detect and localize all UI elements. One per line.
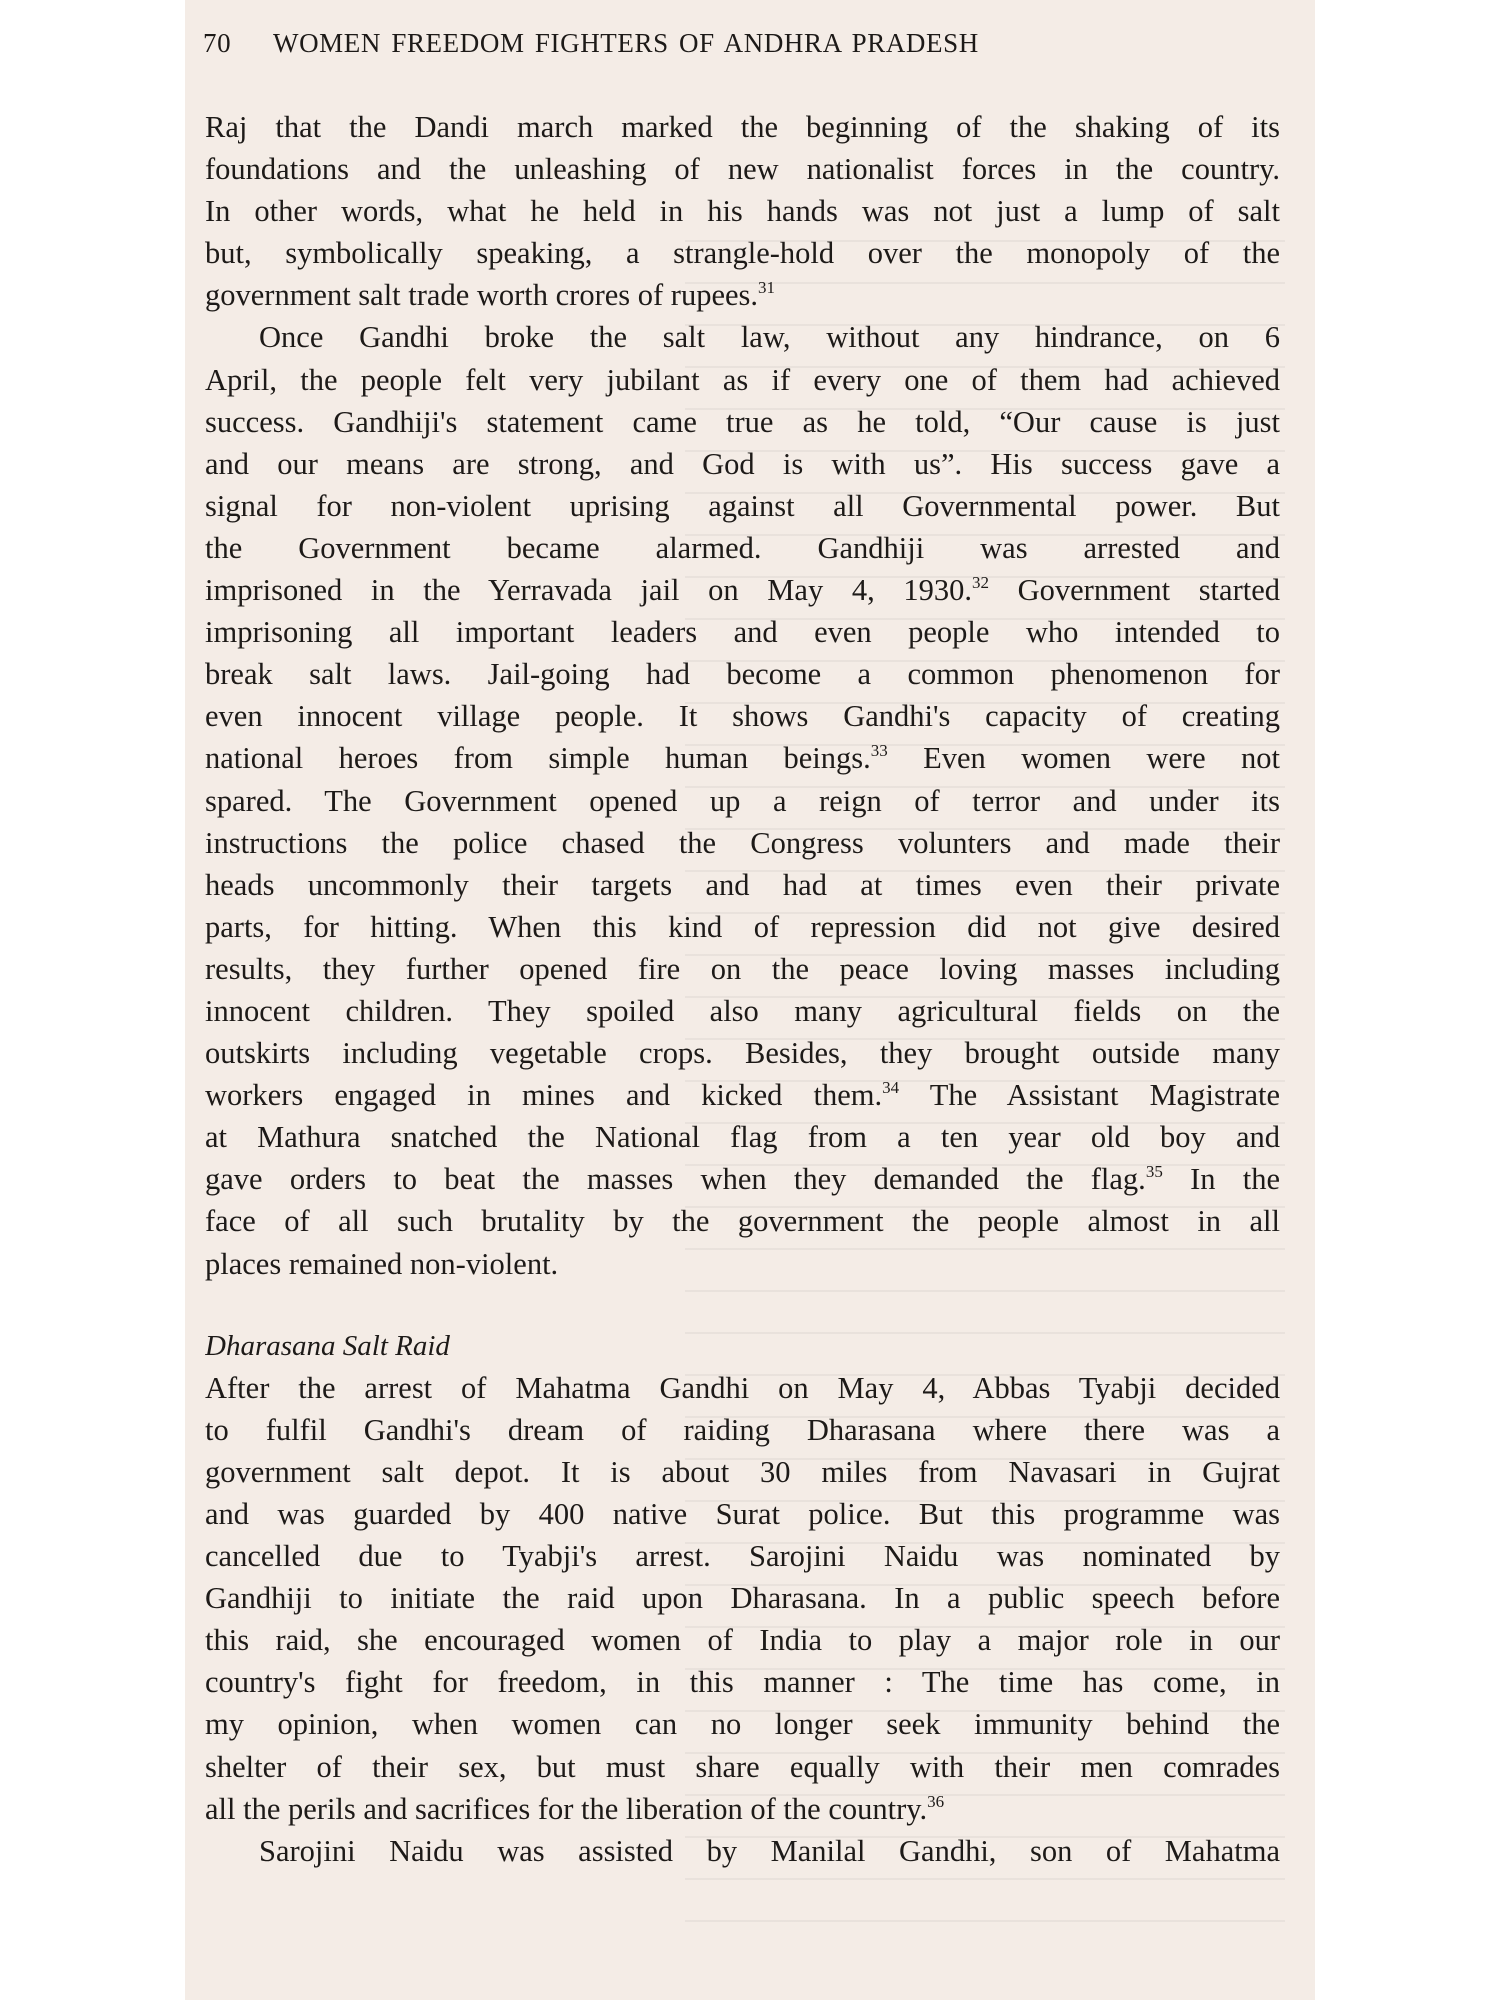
text-line: even innocent village people. It shows Gandhi's capacity of creating	[205, 699, 1280, 734]
running-title: WOMEN FREEDOM FIGHTERS OF ANDHRA PRADESH	[273, 28, 979, 58]
text-line: face of all such brutality by the government the people almost in all	[205, 1204, 1280, 1239]
text-line: Raj that the Dandi march marked the beginning of the shaking of its	[205, 110, 1280, 144]
text-line: places remained non-violent.	[205, 1246, 559, 1281]
text-line: Once Gandhi broke the salt law, without any hindrance, on 6	[259, 320, 1280, 355]
section-gap	[205, 1285, 1280, 1325]
text-line: gave orders to beat the masses when they demanded the flag.$^{35}$ In the	[205, 1162, 1280, 1197]
footnote-ref: 31	[758, 278, 776, 298]
footnote-ref: 34	[882, 1078, 900, 1098]
text-line: success. Gandhiji's statement came true as he told, “Our cause is just	[205, 404, 1280, 439]
text-line: my opinion, when women can no longer seek immunity behind the	[205, 1707, 1280, 1742]
text-line: to fulfil Gandhi's dream of raiding Dharasana where there was a	[205, 1412, 1280, 1447]
text-line: country's fight for freedom, in this manner : The time has come, in	[205, 1665, 1280, 1700]
text-line: and was guarded by 400 native Surat police. But this programme was	[205, 1497, 1280, 1531]
text-line: government salt depot. It is about 30 miles from Navasari in Gujrat	[205, 1454, 1280, 1489]
text-line: national heroes from simple human beings.$^{33}$ Even women were not	[205, 741, 1280, 776]
text-line: heads uncommonly their targets and had at times even their private	[205, 867, 1280, 902]
text-line: break salt laws. Jail-going had become a common phenomenon for	[205, 657, 1280, 692]
page-number: 70	[203, 28, 232, 58]
text-line: After the arrest of Mahatma Gandhi on May 4, Abbas Tyabji decided	[205, 1370, 1280, 1405]
text-line: this raid, she encouraged women of India to play a major role in our	[205, 1623, 1280, 1658]
footnote-ref: 36	[927, 1791, 945, 1811]
text-line: and our means are strong, and God is with us”. His success gave a	[205, 446, 1280, 481]
book-page	[185, 0, 1315, 2000]
body-text	[205, 106, 1280, 1872]
text-line: workers engaged in mines and kicked them.$^{34}$ The Assistant Magistrate	[205, 1078, 1280, 1113]
text-line: outskirts including vegetable crops. Besides, they brought outside many	[205, 1036, 1280, 1071]
text-line: cancelled due to Tyabji's arrest. Sarojini Naidu was nominated by	[205, 1539, 1280, 1574]
text-line: instructions the police chased the Congress volunters and made their	[205, 825, 1280, 860]
text-line: shelter of their sex, but must share equally with their men comrades	[205, 1749, 1280, 1784]
text-line: innocent children. They spoiled also many agricultural fields on the	[205, 993, 1280, 1028]
text-line: spared. The Government opened up a reign of terror and under its	[205, 783, 1280, 818]
text-line: but, symbolically speaking, a strangle-hold over the monopoly of the	[205, 236, 1280, 271]
text-line: all the perils and sacrifices for the liberation of the country.$^{36}$	[205, 1791, 945, 1826]
section-heading: Dharasana Salt Raid	[205, 1329, 450, 1362]
text-line: Gandhiji to initiate the raid upon Dharasana. In a public speech before	[205, 1581, 1280, 1616]
text-line: parts, for hitting. When this kind of repression did not give desired	[205, 909, 1280, 944]
text-line: the Government became alarmed. Gandhiji was arrested and	[205, 530, 1280, 565]
text-line: Sarojini Naidu was assisted by Manilal Gandhi, son of Mahatma	[259, 1833, 1280, 1868]
text-line: imprisoned in the Yerravada jail on May 4, 1930.32 Government started	[205, 573, 1280, 608]
text-line: at Mathura snatched the National flag from a ten year old boy and	[205, 1120, 1280, 1155]
footnote-ref: 32	[971, 573, 989, 593]
text-line: government salt trade worth crores of rupees.$^{31}$	[205, 278, 776, 313]
text-line: imprisoning all important leaders and even people who intended to	[205, 615, 1280, 650]
text-line: April, the people felt very jubilant as if every one of them had achieved	[205, 362, 1280, 397]
text-line: foundations and the unleashing of new nationalist forces in the country.	[205, 152, 1280, 187]
text-line: results, they further opened fire on the peace loving masses including	[205, 951, 1280, 986]
footnote-ref: 33	[870, 741, 888, 761]
text-line: signal for non-violent uprising against all Governmental power. But	[205, 488, 1280, 523]
running-header	[203, 28, 1303, 68]
footnote-ref: 35	[1145, 1162, 1163, 1182]
text-line: In other words, what he held in his hands was not just a lump of salt	[205, 194, 1280, 229]
